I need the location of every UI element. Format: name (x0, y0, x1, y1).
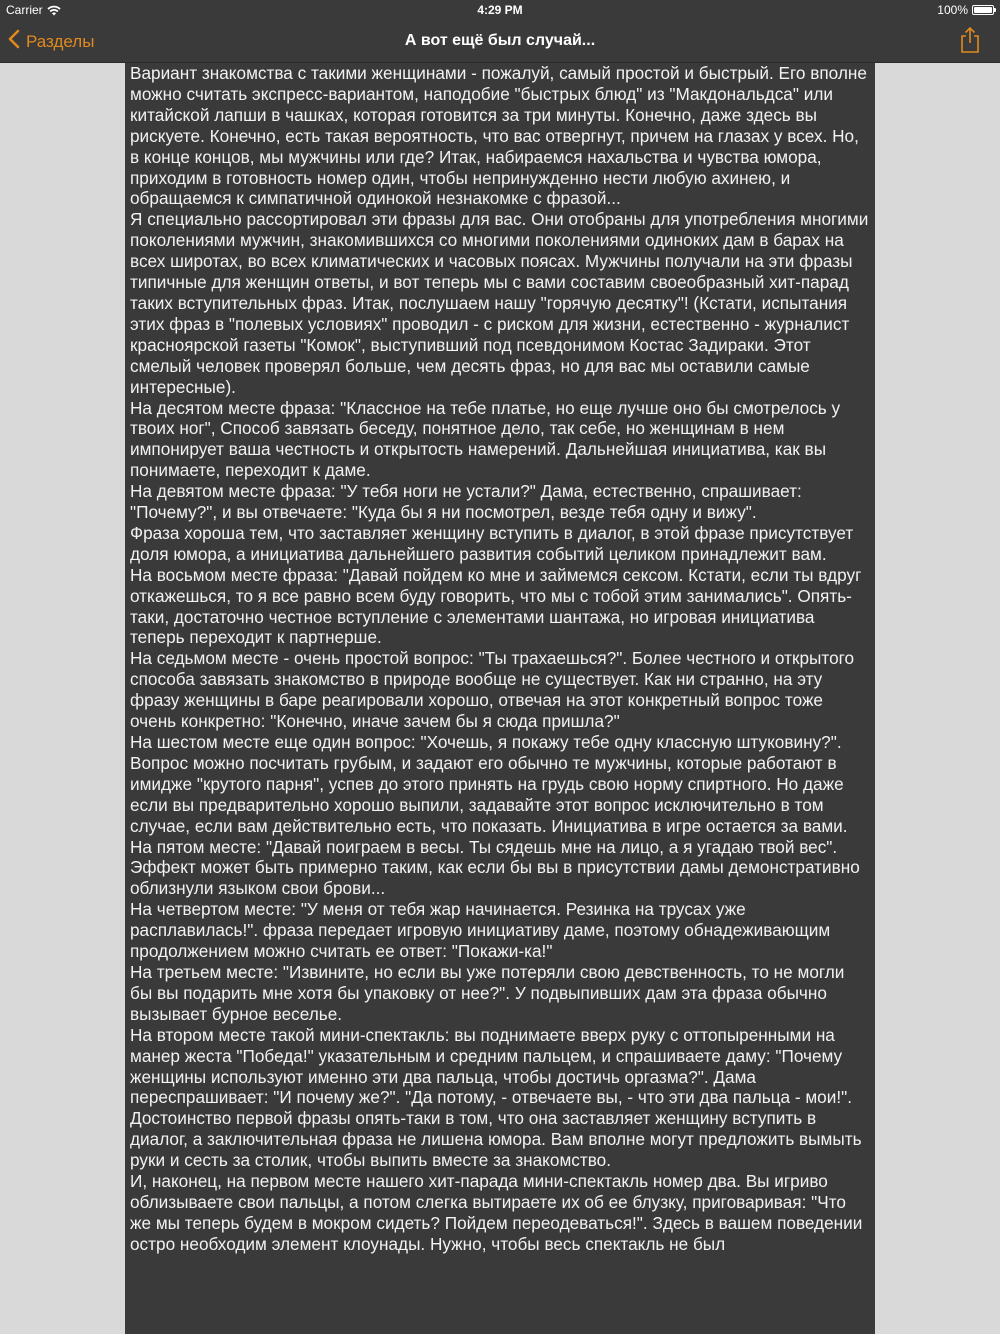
battery-group (937, 3, 994, 17)
share-button[interactable] (958, 26, 982, 54)
navigation-bar (0, 20, 1000, 63)
status-time: 4:29 PM (477, 3, 523, 17)
page-title: А вот ещё был случай... (404, 32, 596, 49)
article-content[interactable] (125, 63, 875, 1334)
battery-percent: 100% (937, 3, 968, 17)
article-text: Вариант знакомства с такими женщинами - пожалуй, самый простой и быстрый. Его вполне можно считать экспресс-вариантом, наподобие "быстрых блюд" из "Макдональдса" или китайской лапши в чашках, которая готовится за три минуты. Конечно, даже здесь вы рискуете. Конечно, есть такая вероятность, что вас отвергнут, причем на глазах у всех. Но, в конце концов, мы мужчины или где? Итак, набираемся нахальства и чувства юмора, приходим в готовность номер один, чтобы непринужденно нести любую ахинею, и обращаемся к симпатичной одинокой незнакомке с фразой... Я специально рассортировал эти фразы для вас. Они отобраны для употребления многими поколениями мужчин, знакомившихся со многими поколениями одиноких дам в барах на всех широтах, во всех климатических и часовых поясах. Мужчины получали на эти фразы типичные для женщин ответы, и вот теперь мы с вами составим своеобразный хит-парад таких вступительных фраз. Итак, послушаем нашу "горячую десятку"! (Кстати, испытания этих фраз в "полевых условиях" проводил - с риском для жизни, естественно - журналист красноярской газеты "Комок", выступивший под псевдонимом Костас Задираки. Этот смелый человек проверял больше, чем десять фраз, но для вас мы оставили самые интересные). На десятом месте фраза: "Классное на тебе платье, но еще лучше оно бы смотрелось у твоих ног", Способ завязать беседу, понятное дело, так себе, но женщинам в нем импонирует ваша честность и открытость намерений. Дальнейшая инициатива, как вы понимаете, переходит к даме. На девятом месте фраза: "У тебя ноги не устали?" Дама, естественно, спрашивает: "Почему?", и вы отвечаете: "Куда бы я ни посмотрел, везде тебя одну и вижу". Фраза хороша тем, что заставляет женщину вступить в диалог, в этой фразе присутствует доля юмора, а инициатива дальнейшего развития событий целиком принадлежит вам. На восьмом месте фраза: "Давай пойдем ко мне и займемся сексом. Кстати, если ты вдруг откажешься, то я все равно всем буду говорить, что мы с тобой этим занимались". Опять-таки, достаточно честное вступление с элементами шантажа, но игровая инициатива теперь переходит к партнерше. На седьмом месте - очень простой вопрос: "Ты трахаешься?". Более честного и открытого способа завязать знакомство в природе вообще не существует. Как ни странно, на эту фразу женщины в баре реагировали хорошо, отвечая на этот конкретный вопрос тоже очень конкретно: "Конечно, иначе зачем бы я сюда пришла?" На шестом месте еще один вопрос: "Хочешь, я покажу тебе одну классную штуковину?". Вопрос можно посчитать грубым, и задают его обычно те мужчины, которые работают в имидже "крутого парня", успев до этого принять на грудь свою норму спиртного. Но даже если вы предварительно хорошо выпили, задавайте этот вопрос исключительно в том случае, если вам действительно есть, что показать. Инициатива в игре остается за вами. На пятом месте: "Давай поиграем в весы. Ты сядешь мне на лицо, а я угадаю твой вес". Эффект может быть примерно таким, как если бы вы в присутствии дамы демонстративно облизнули языком свои брови... На четвертом месте: "У меня от тебя жар начинается. Резинка на трусах уже расплавилась!". фраза передает игровую инициативу даме, поэтому обнадеживающим продолжением можно считать ее ответ: "Покажи-ка!" На третьем месте: "Извините, но если вы уже потеряли свою девственность, то не могли бы вы подарить мне хотя бы упаковку от нее?". У подвыпивших дам эта фраза обычно вызывает бурное веселье. На втором месте такой мини-спектакль: вы поднимаете вверх руку с оттопыренными на манер жеста "Победа!" указательным и средним пальцем, и спрашиваете даму: "Почему женщины используют именно эти два пальца, чтобы достичь оргазма?". Дама переспрашивает: "И почему же?". "Да потому, - отвечаете вы, - что эти два пальца - мои!". Достоинство первой фразы опять-таки в том, что она заставляет женщину вступить в диалог, а заключительная фраза не лишена юмора. Вам вполне могут предложить вымыть руки и сесть за столик, чтобы выпить вместе за знакомство. И, наконец, на первом месте нашего хит-парада мини-спектакль номер два. Вы игриво облизываете свои пальцы, а потом слегка вытираете их об ее блузку, приговаривая: "Что же мы теперь будем в мокром сидеть? Пойдем переодеваться!". Здесь в вашем поведении остро необходим элемент клоунады. Нужно, чтобы весь спектакль не был (130, 63, 869, 1254)
back-button-label: Разделы (26, 31, 95, 51)
carrier-label: Carrier (6, 3, 43, 17)
status-bar (0, 0, 1000, 20)
share-icon (958, 41, 982, 58)
battery-icon (972, 5, 994, 15)
